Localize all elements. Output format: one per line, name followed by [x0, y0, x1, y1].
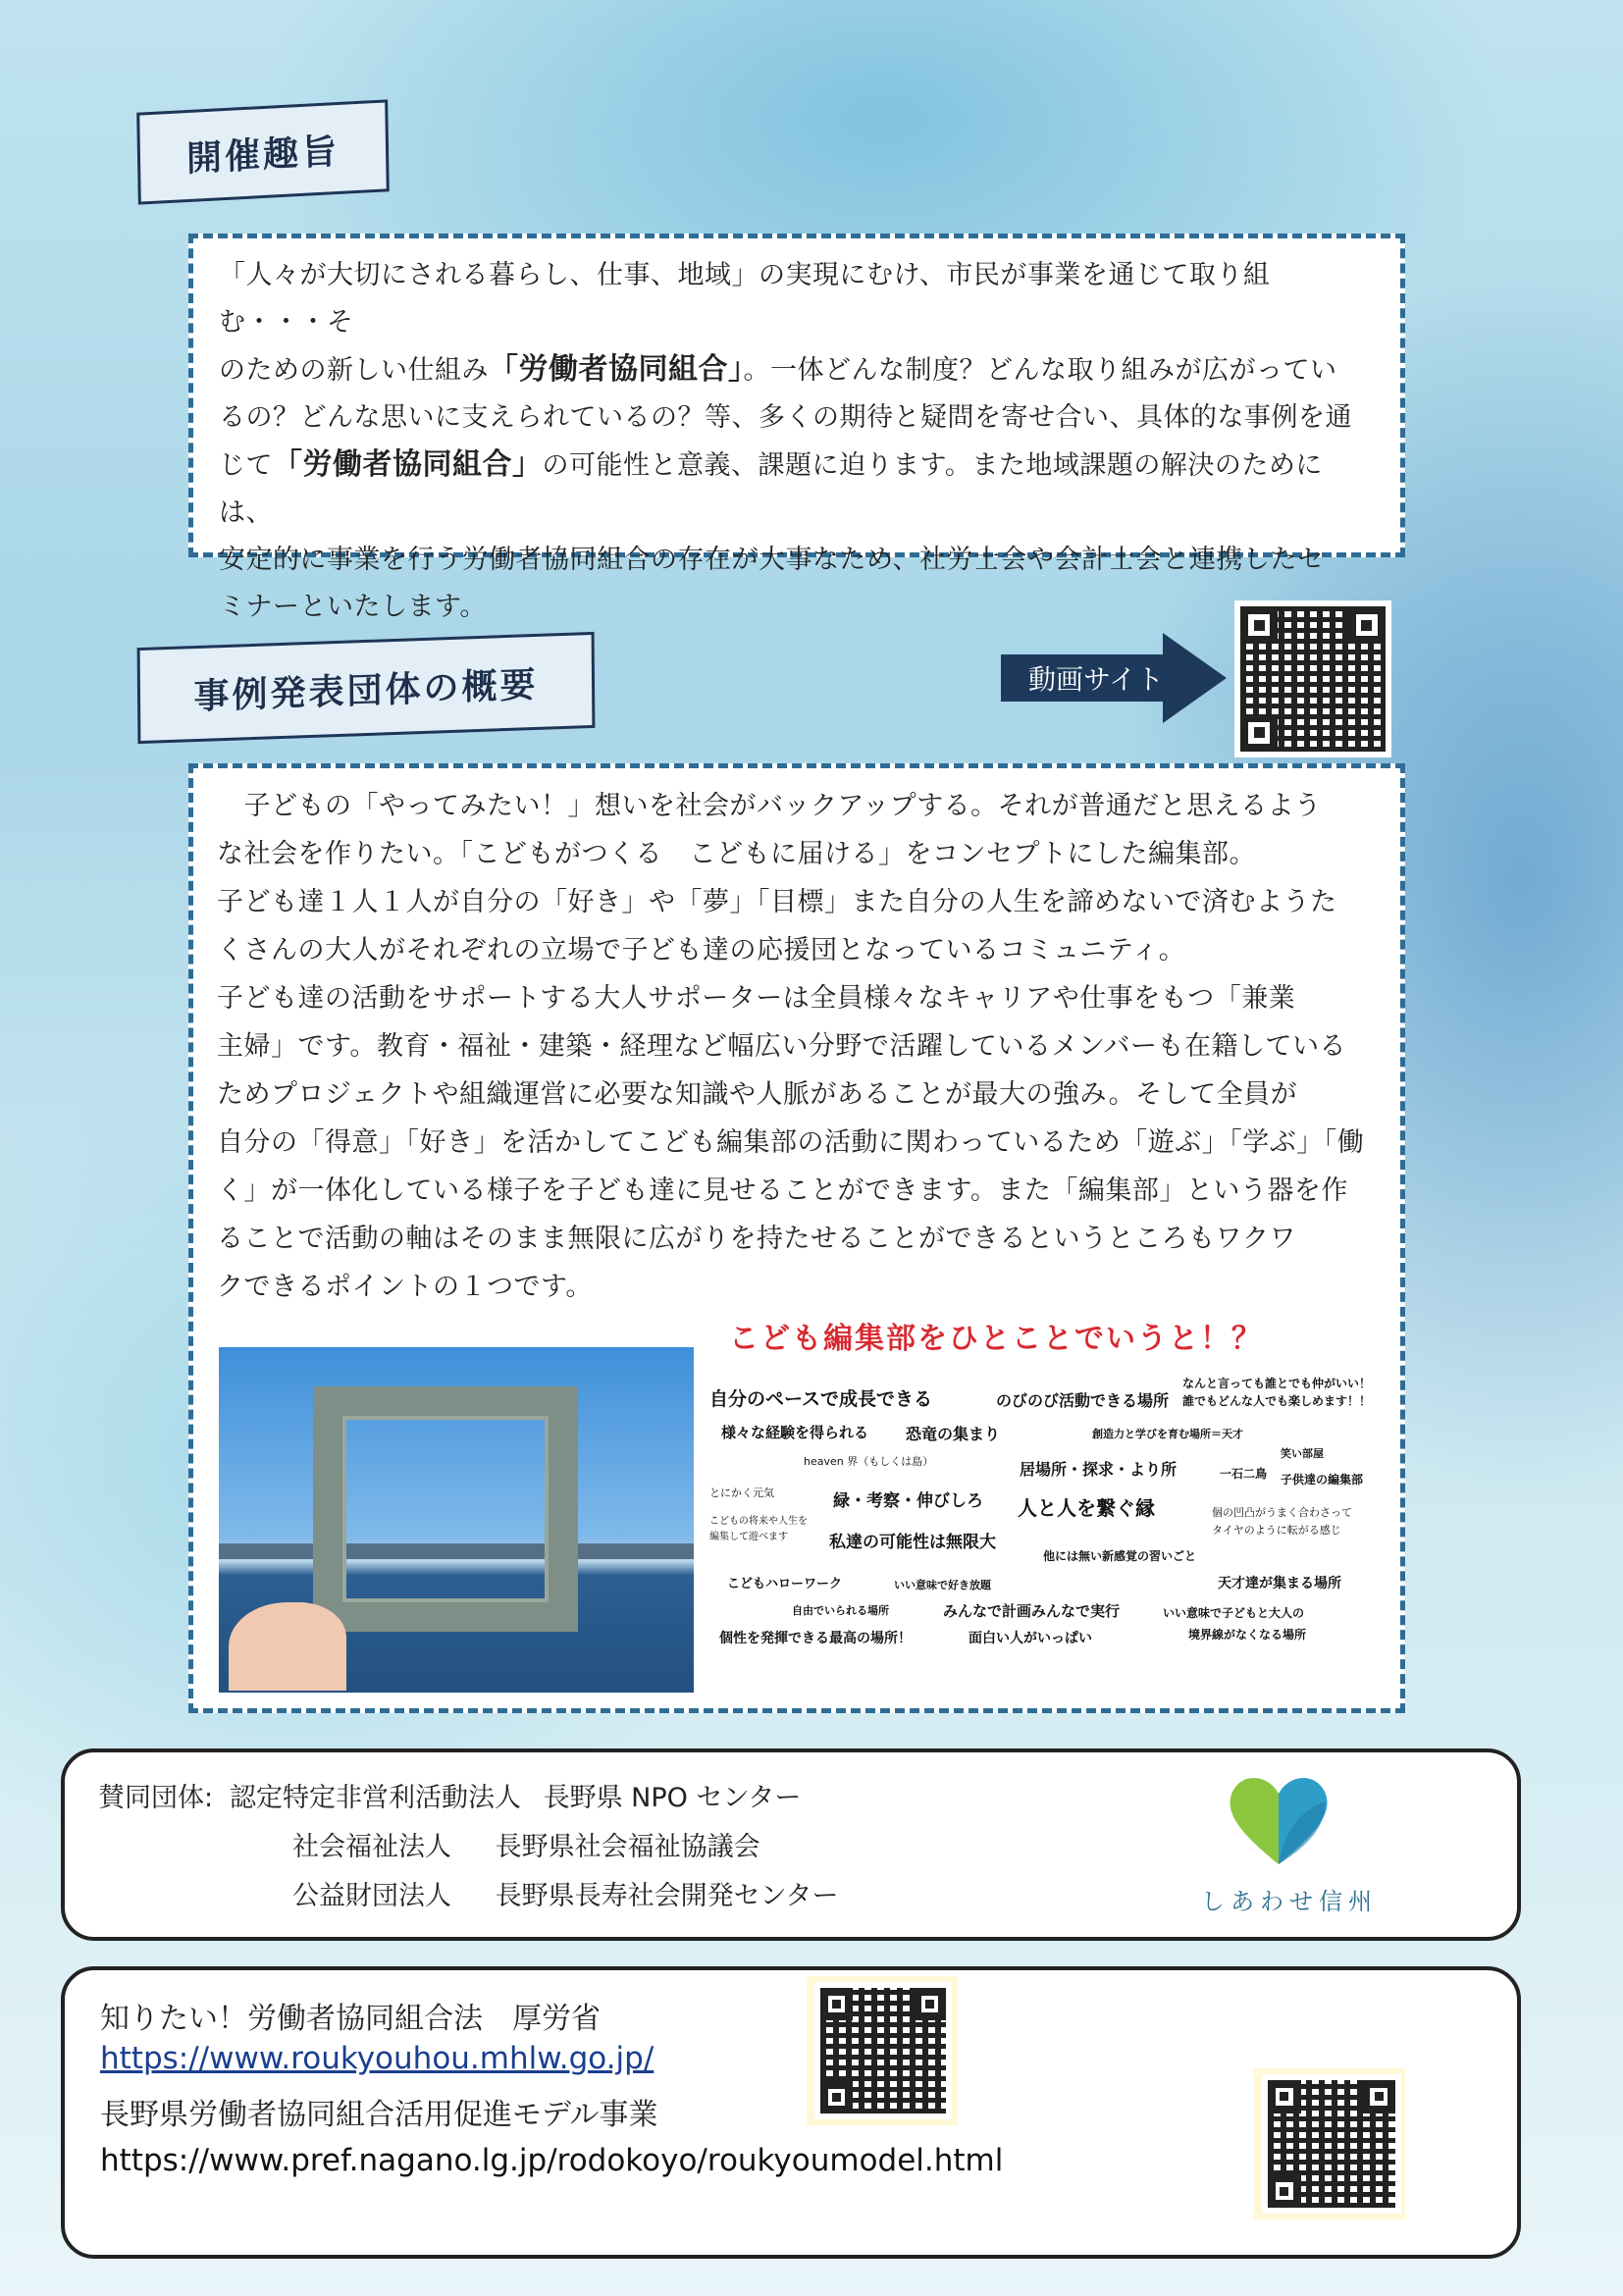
word-item: とにかく元気 [709, 1487, 774, 1499]
purpose-line-1: 「人々が大切にされる暮らし、仕事、地域」の実現にむけ、市民が事業を通じて取り組む・・・そ [219, 260, 1271, 338]
overview-line: く」が一体化している様子を子ども達に見せることができます。また「編集部」という器を作 [217, 1175, 1348, 1206]
word-item: のびのび活動できる場所 [996, 1391, 1170, 1410]
word-item: 様々な経験を得られる [721, 1424, 869, 1441]
word-item: 緑・考察・伸びしろ [833, 1491, 983, 1511]
purpose-line-5: 安定的に事業を行う労働者協同組合の存在が大事なため、社労士会や会計士会と連携したセ [219, 545, 1325, 575]
purpose-line-2a: のための新しい仕組み [219, 355, 489, 386]
word-item: こどもの将来や人生を [709, 1516, 808, 1527]
logo-text: しあわせ信州 [1201, 1888, 1378, 1915]
nagano-url-link[interactable]: https://www.pref.nagano.lg.jp/rodokoyo/roukyoumodel.html [100, 2143, 1004, 2178]
word-item: 恐竜の集まり [906, 1425, 1001, 1443]
word-item: 笑い部屋 [1281, 1447, 1324, 1460]
overview-line: 子ども達の活動をサポートする大人サポーターは全員様々なキャリアや仕事をもつ「兼業 [217, 983, 1296, 1014]
video-qr-code[interactable] [1234, 600, 1391, 757]
supporter-type: 認定特定非営利活動法人 [230, 1783, 521, 1813]
word-item: 編集して遊べます [709, 1532, 788, 1542]
word-item: 個性を発揮できる最高の場所！ [719, 1631, 912, 1646]
supporter-row [230, 1776, 801, 1814]
overview-text [217, 782, 1377, 1311]
purpose-line-4b: 「労働者協同組合」 [273, 447, 543, 482]
overview-line: ためプロジェクトや組織運営に必要な知識や人脈があることが最大の強み。そして全員が [217, 1079, 1298, 1110]
word-item: 誰でもどんな人でも楽しめます！！ [1182, 1394, 1372, 1408]
word-item: いい意味で子どもと大人の [1163, 1606, 1305, 1620]
supporter-row [230, 1874, 839, 1912]
word-item: 面白い人がいっぱい [969, 1631, 1092, 1646]
word-item: heaven 界（もしくは島） [804, 1455, 934, 1468]
purpose-line-6: ミナーといたします。 [219, 592, 487, 622]
purpose-line-4c: の可能性と意義、課題に迫ります。また地域課題の解決のためには、 [219, 450, 1323, 528]
word-item: なんと言っても誰とでも仲がいい！ [1182, 1377, 1372, 1390]
nagano-qr-code[interactable] [1262, 2074, 1401, 2214]
word-item: 一石二鳥 [1220, 1467, 1268, 1481]
overview-line: くさんの大人がそれぞれの立場で子ども達の応援団となっているコミュニティ。 [217, 935, 1186, 965]
word-item: 創造力と学びを育む場所＝天才 [1092, 1428, 1243, 1440]
supporter-name: 長野県長寿社会開発センター [495, 1881, 839, 1911]
supporter-name: 長野県社会福祉協議会 [495, 1832, 760, 1862]
mhlw-qr-code[interactable] [814, 1982, 952, 2119]
shiawase-shinshu-logo [1174, 1770, 1389, 1927]
links-line-2: 長野県労働者協同組合活用促進モデル事業 [100, 2098, 658, 2132]
overview-line: 子ども達１人１人が自分の「好き」や「夢」「目標」また自分の人生を諦めないで済むようた [217, 887, 1337, 917]
word-item: みんなで計画みんなで実行 [943, 1602, 1121, 1620]
word-cloud [709, 1367, 1387, 1691]
supporters-box [61, 1748, 1521, 1941]
purpose-line-2b: 「労働者協同組合」 [489, 352, 744, 387]
section-title-purpose-text: 開催趣旨 [185, 130, 340, 180]
section-title-overview [137, 632, 596, 744]
purpose-line-3: るの？どんな思いに支えられているの？等、多くの期待と疑問を寄せ合い、具体的な事例を通 [219, 402, 1352, 433]
word-item: 個の凹凸がうまく合わさって [1212, 1506, 1352, 1519]
links-line-1: 知りたい！労働者協同組合法 厚労省 [100, 2002, 601, 2036]
supporter-type: 公益財団法人 [292, 1881, 451, 1911]
overview-line: 主婦」です。教育・福祉・建築・経理など幅広い分野で活躍しているメンバーも在籍している [217, 1031, 1346, 1062]
mhlw-url-link[interactable]: https://www.roukyouhou.mhlw.go.jp/ [100, 2041, 654, 2076]
heart-logo-icon [1225, 1770, 1333, 1868]
word-item: 私達の可能性は無限大 [829, 1533, 996, 1552]
purpose-line-4a: じて [219, 450, 273, 481]
sea-frame-photo [219, 1347, 694, 1693]
purpose-box [188, 234, 1405, 622]
word-item: 境界線がなくなる場所 [1188, 1628, 1307, 1642]
word-item: 子供達の編集部 [1281, 1473, 1364, 1487]
word-item: 人と人を繋ぐ縁 [1018, 1496, 1155, 1520]
section-title-overview-text: 事例発表団体の概要 [193, 664, 539, 717]
overview-box [188, 763, 1405, 1713]
word-item: 天才達が集まる場所 [1218, 1576, 1341, 1592]
word-item: 自由でいられる場所 [792, 1604, 889, 1617]
section-title-purpose [136, 99, 390, 204]
supporter-row [230, 1825, 760, 1863]
callout-heading: こども編集部をひとことでいうと！？ [729, 1322, 1263, 1356]
word-item: タイヤのように転がる感じ [1212, 1524, 1341, 1537]
supporter-name: 長野県 NPO センター [543, 1783, 802, 1813]
video-site-arrow[interactable] [1001, 633, 1227, 723]
word-item: 他には無い新感覚の習いごと [1043, 1549, 1197, 1563]
word-item: こどもハローワーク [727, 1577, 843, 1592]
overview-line: 子どもの「やってみたい！」想いを社会がバックアップする。それが普通だと思えるよう [217, 791, 1322, 821]
video-site-label: 動画サイト [1028, 663, 1165, 696]
word-item: 居場所・探求・より所 [1020, 1460, 1178, 1479]
overview-line: な社会を作りたい。「こどもがつくる こどもに届ける」をコンセプトにした編集部。 [217, 839, 1256, 869]
overview-line: 自分の「得意」「好き」を活かしてこども編集部の活動に関わっているため「遊ぶ」「学ぶ」「働 [217, 1127, 1365, 1158]
overview-line: クできるポイントの１つです。 [217, 1272, 593, 1302]
purpose-line-2c: 。一体どんな制度？どんな取り組みが広がってい [743, 355, 1337, 386]
word-item: いい意味で好き放題 [894, 1579, 991, 1592]
overview-line: ることで活動の軸はそのまま無限に広がりを持たせることができるというところもワクワ [217, 1224, 1296, 1254]
purpose-text [219, 252, 1375, 631]
supporter-type: 社会福祉法人 [292, 1832, 451, 1862]
word-item: 自分のペースで成長できる [709, 1388, 933, 1410]
supporters-label: 賛同団体: [98, 1783, 214, 1813]
